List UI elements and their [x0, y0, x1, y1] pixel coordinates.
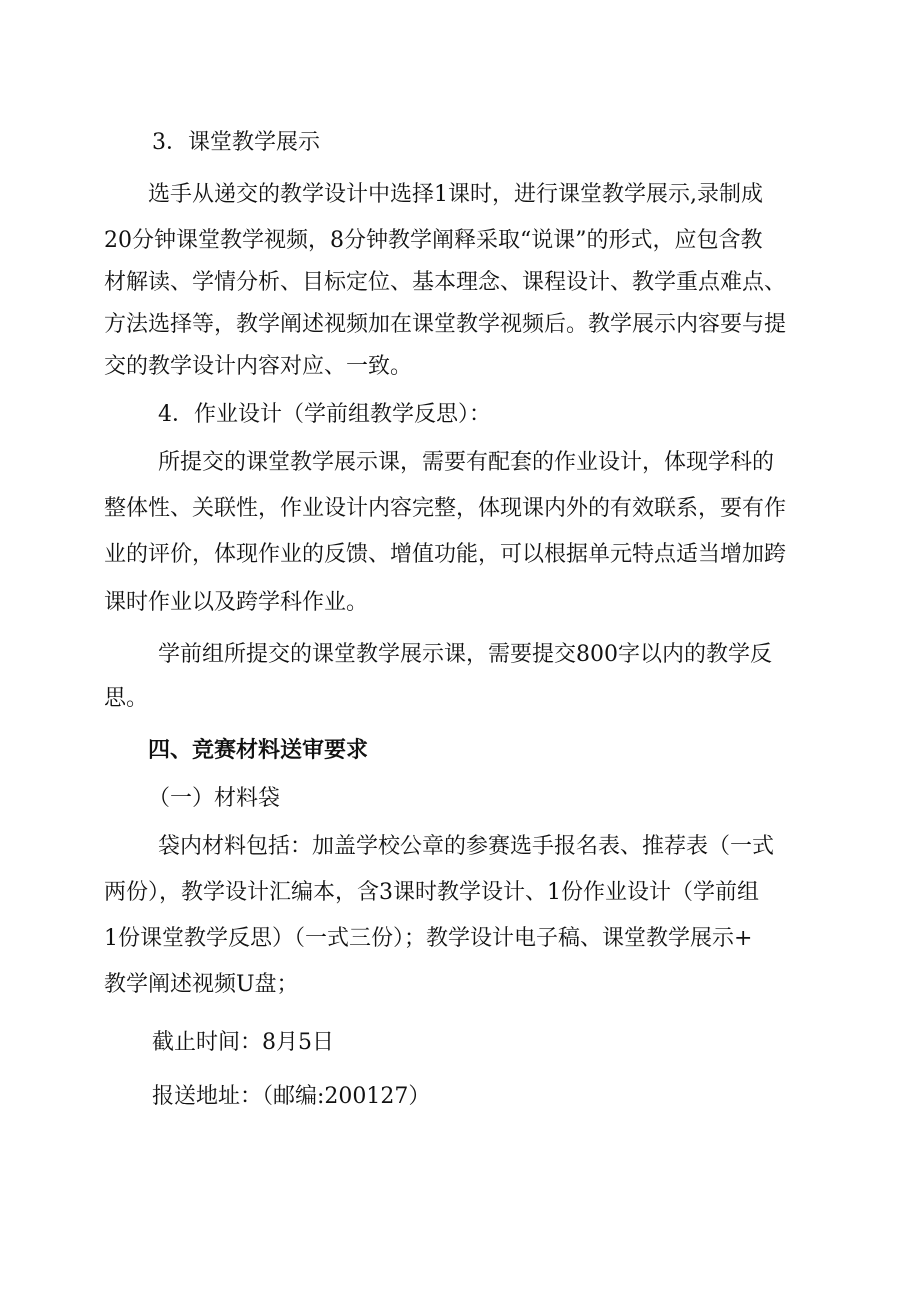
- section-heading-3: 3．课堂教学展示: [152, 130, 320, 155]
- deadline-text: 截止时间：8月5日: [152, 1030, 334, 1055]
- address-text: 报送地址：（邮编:200127）: [152, 1084, 431, 1109]
- section-heading-4: 4．作业设计（学前组教学反思）：: [158, 402, 491, 427]
- paragraph-line: 教学阐述视频U盘；: [104, 972, 299, 997]
- paragraph-line: 交的教学设计内容对应、一致。: [104, 354, 413, 379]
- paragraph-line: 20分钟课堂教学视频，8分钟教学阐释采取“说课”的形式，应包含教: [104, 228, 763, 253]
- paragraph-line: 整体性、关联性，作业设计内容完整，体现课内外的有效联系，要有作: [104, 496, 787, 521]
- paragraph-line: 课时作业以及跨学科作业。: [104, 590, 369, 615]
- paragraph-line: 思。: [104, 686, 149, 711]
- paragraph-line: 1份课堂教学反思）（一式三份）；教学设计电子稿、课堂教学展示+: [104, 926, 753, 951]
- paragraph-line: 业的评价，体现作业的反馈、增值功能，可以根据单元特点适当增加跨: [104, 542, 787, 567]
- paragraph-line: 学前组所提交的课堂教学展示课，需要提交800字以内的教学反: [158, 642, 772, 667]
- paragraph-line: 方法选择等，教学阐述视频加在课堂教学视频后。教学展示内容要与提: [104, 312, 787, 337]
- part-heading-4: 四、竞赛材料送审要求: [148, 738, 369, 763]
- paragraph-line: 材解读、学情分析、目标定位、基本理念、课程设计、教学重点难点、: [104, 270, 787, 295]
- subsection-heading-1: （一）材料袋: [148, 786, 281, 811]
- paragraph-line: 所提交的课堂教学展示课，需要有配套的作业设计，体现学科的: [158, 450, 775, 475]
- paragraph-line: 两份），教学设计汇编本，含3课时教学设计、1份作业设计（学前组: [104, 880, 759, 905]
- paragraph-line: 袋内材料包括：加盖学校公章的参赛选手报名表、推荐表（一式: [158, 834, 775, 859]
- paragraph-line: 选手从递交的教学设计中选择1课时，进行课堂教学展示,录制成: [148, 182, 763, 207]
